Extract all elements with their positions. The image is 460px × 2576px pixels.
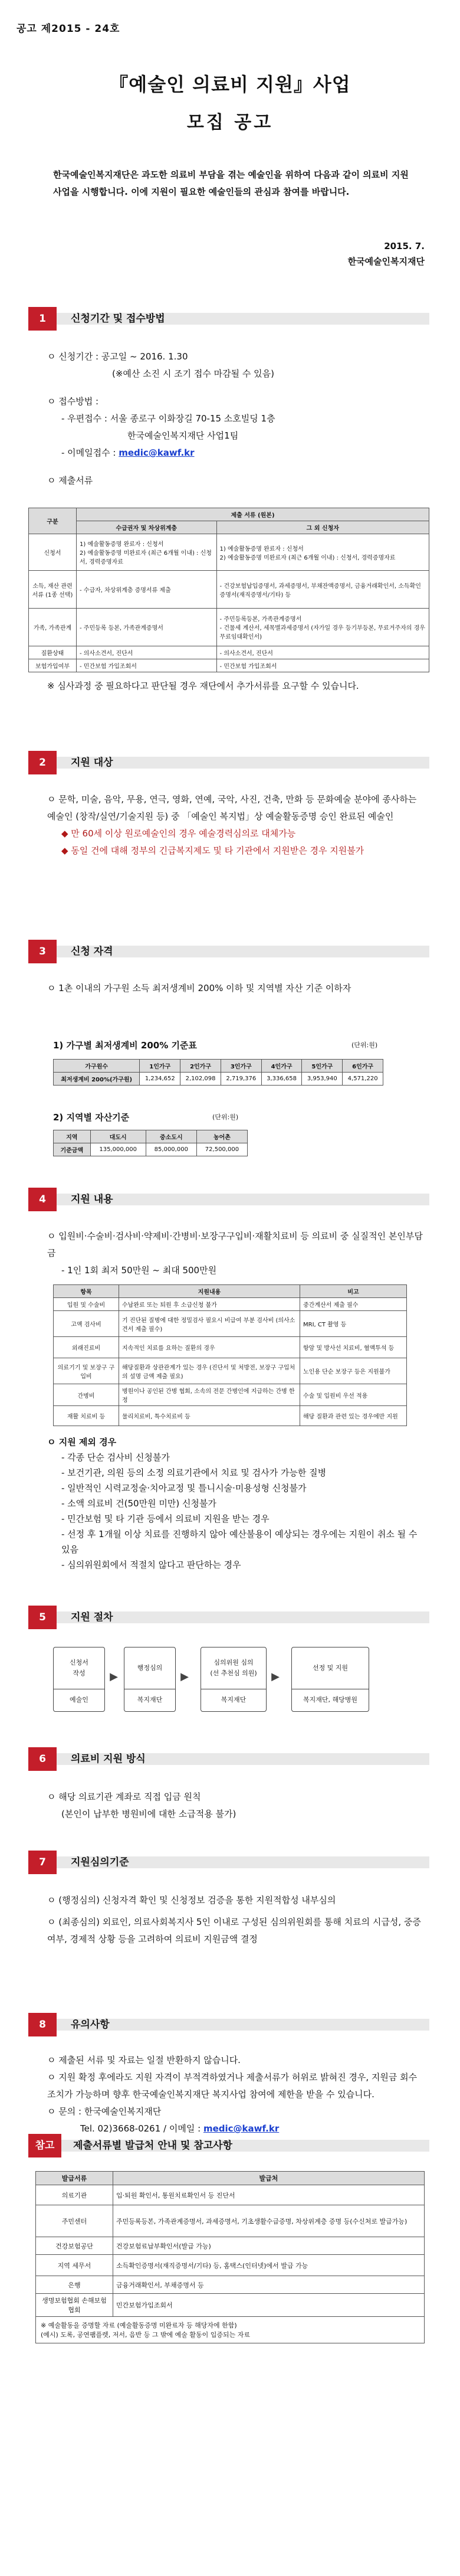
- payment-note: (본인이 납부한 병원비에 대한 소급적용 불가): [61, 1809, 236, 1819]
- th-cell: 4인가구: [261, 1060, 302, 1073]
- cell: 지역 세무서: [36, 2255, 113, 2276]
- step-label: 신청서 작성: [70, 1659, 88, 1677]
- th-cell: 발급서류: [36, 2172, 113, 2185]
- section-number: 3: [28, 940, 57, 963]
- th-cell: 6인가구: [343, 1060, 383, 1073]
- notes-cell: [36, 2317, 425, 2343]
- cell-key: 질환상태: [29, 646, 77, 659]
- email-link[interactable]: medic@kawf.kr: [119, 447, 195, 458]
- attachment-header: [28, 2134, 429, 2157]
- table-row: [54, 1406, 407, 1426]
- cell: 건강보험공단: [36, 2237, 113, 2255]
- attachment-title: 제출서류별 발급처 안내 및 참고사항: [73, 2140, 233, 2152]
- step-actor: 복지재단: [124, 1689, 175, 1711]
- section-title: 지원심의기준: [71, 1856, 129, 1868]
- target-bullet-1: ◆ 만 60세 이상 원로예술인의 경우 예술경력심의로 대체가능: [61, 828, 296, 839]
- exclusion-item: - 각종 단순 검사비 신청불가: [61, 1452, 170, 1463]
- section-title: 지원 내용: [71, 1194, 113, 1205]
- cell-b: 1) 예술활동증명 완료자 : 신청서 2) 예술활동증명 미완료자 (최근 6개월 이내) : 신청서, 경력증명자료: [216, 534, 429, 571]
- post-address-2: 한국예술인복지재단 사업1팀: [127, 430, 239, 441]
- caution-1: ㅇ 제출된 서류 및 자료는 일절 반환하지 않습니다.: [47, 2055, 241, 2065]
- support-limit: - 1인 1회 최저 50만원 ~ 최대 500만원: [61, 1265, 217, 1276]
- table-1-title: 1) 가구별 최저생계비 200% 기준표: [53, 1040, 197, 1051]
- th-cell: 2인가구: [180, 1060, 221, 1073]
- cell: MRI, CT 촬영 등: [300, 1311, 407, 1337]
- table-2-unit: (단위:원): [212, 1113, 239, 1121]
- section-title: 의료비 지원 방식: [71, 1753, 146, 1765]
- exclusion-item: - 선정 후 1개월 이상 치료를 진행하지 않아 예산불용이 예상되는 경우에는 지원이 취소 될 수 있음: [61, 1529, 418, 1555]
- cell-key: 가족, 가족관계: [29, 609, 77, 646]
- section-number: 8: [28, 2013, 57, 2036]
- section-header-8: [28, 2013, 429, 2036]
- cell: 입·퇴원 확인서, 통원치료확인서 등 진단서: [113, 2185, 425, 2205]
- value-cell: 3,953,940: [302, 1073, 343, 1086]
- exclusion-item: - 소액 의료비 건(50만원 미만) 신청불가: [61, 1498, 216, 1509]
- review-admin: ㅇ (행정심의) 신청자격 확인 및 신청정보 검증을 통한 지원적합성 내부심의: [47, 1895, 336, 1905]
- process-flow: [53, 1647, 407, 1730]
- contact-email-link[interactable]: medic@kawf.kr: [203, 2123, 280, 2134]
- support-text: ㅇ 입원비·수술비·검사비·약제비·간병비·보장구구입비·재활치료비 등 의료비 중 실질적인 본인부담금: [47, 1231, 423, 1258]
- table-row: [36, 2317, 425, 2343]
- table-row: [54, 1337, 407, 1358]
- docs-table: [28, 508, 429, 672]
- th-cell: 중소도시: [146, 1130, 196, 1143]
- th-cell: 항목: [54, 1285, 119, 1298]
- section-4-body: [47, 1228, 425, 1279]
- section-1-body: [47, 348, 425, 489]
- contact-org: ㅇ 문의 : 한국예술인복지재단: [47, 2106, 162, 2117]
- section-title: 신청 자격: [71, 946, 113, 957]
- asset-table: [53, 1130, 248, 1156]
- row-label: 최저생계비 200%(가구원): [54, 1073, 140, 1086]
- table-1-unit: (단위:원): [351, 1041, 378, 1049]
- table-row: [36, 2237, 425, 2255]
- post-address: - 우편접수 : 서울 종로구 이화장길 70-15 소호빌딩 1층: [61, 413, 275, 424]
- section-header-2: [28, 751, 429, 774]
- value-cell: 1,234,652: [140, 1073, 180, 1086]
- table-row: [54, 1073, 383, 1086]
- exclusion-item: - 보건기관, 의원 등의 소정 의료기관에서 치료 및 검사가 가능한 질병: [61, 1467, 327, 1478]
- section-bar: [57, 2019, 429, 2031]
- cell-a: - 의사소견서, 진단서: [77, 646, 217, 659]
- table-row: [54, 1143, 248, 1156]
- th-others: 그 외 신청자: [216, 521, 429, 534]
- cell: 의료기기 및 보장구 구입비: [54, 1358, 119, 1384]
- exclusion-item: - 심의위원회에서 적절치 않다고 판단하는 경우: [61, 1560, 241, 1570]
- page-title: 『예술인 의료비 지원』사업: [109, 73, 351, 96]
- arrow-right-icon: ▶: [110, 1671, 118, 1683]
- step-box: [291, 1647, 369, 1712]
- arrow-right-icon: ▶: [271, 1671, 280, 1683]
- table-row: [36, 2255, 425, 2276]
- th-cell: 대도시: [90, 1130, 146, 1143]
- table-row: [36, 2185, 425, 2205]
- apply-period: ㅇ 신청기간 : 공고일 ~ 2016. 1.30: [47, 351, 188, 362]
- cell-b: - 의사소견서, 진단서: [216, 646, 429, 659]
- cell: 중간계산서 제출 필수: [300, 1298, 407, 1311]
- cell-a: - 주민등록 등본, 가족관계증명서: [77, 609, 217, 646]
- cell: 고액 검사비: [54, 1311, 119, 1337]
- step-actor: 복지재단, 해당병원: [292, 1689, 369, 1711]
- contact-email-label: / 이메일 :: [163, 2123, 201, 2134]
- th-cell: 지원내용: [119, 1285, 300, 1298]
- section-header-1: [28, 307, 429, 331]
- table-row: [54, 1298, 407, 1311]
- target-bullet-2: ◆ 동일 건에 대해 정부의 긴급복지제도 및 타 기관에서 지원받은 경우 지원불가: [61, 845, 364, 856]
- cell-key: 소득, 재산 관련 서류 (1종 선택): [29, 571, 77, 609]
- th-cell: 1인가구: [140, 1060, 180, 1073]
- exclusion-item: - 일반적인 시력교정술·치아교정 및 틀니시술·미용성형 신청불가: [61, 1483, 307, 1493]
- section-number: 5: [28, 1606, 57, 1629]
- cell-key: 보험가입여부: [29, 659, 77, 672]
- table-row: [29, 571, 429, 609]
- cell: 물리치료비, 특수치료비 등: [119, 1406, 300, 1426]
- th-recipients: 수급권자 및 차상위계층: [77, 521, 217, 534]
- income-table: [53, 1059, 383, 1086]
- cell: 해당질환과 상관관계가 있는 경우 (진단서 및 처방전, 보장구 구입처의 설명 금액 제출 필요): [119, 1358, 300, 1384]
- cell: 건강보험료납부확인서(발급 가능): [113, 2237, 425, 2255]
- step-actor: 복지재단: [201, 1689, 266, 1711]
- section-header-4: [28, 1188, 429, 1211]
- table-row: [54, 1358, 407, 1384]
- cell: 지속적인 치료를 요하는 질환의 경우: [119, 1337, 300, 1358]
- cell-a: 1) 예술활동증명 완료자 : 신청서 2) 예술활동증명 미완료자 (최근 6개월 이내) : 신청서, 경력증명자료: [77, 534, 217, 571]
- cell: 외래진료비: [54, 1337, 119, 1358]
- th-cell: 가구원수: [54, 1060, 140, 1073]
- section-6-body: [47, 1789, 425, 1823]
- step-box: [124, 1647, 176, 1712]
- cell: 노인용 단순 보장구 등은 지원불가: [300, 1358, 407, 1384]
- review-final: ㅇ (최종심의) 외료인, 의료사회복지사 5인 이내로 구성된 심의위원회를 통해 치료의 시급성, 중증여부, 경제적 상황 등을 고려하여 의료비 지원금액 결정: [47, 1917, 421, 1944]
- cell: 소득확인증명서(재직증명서/기타) 등, 홈택스(인터넷)에서 발급 가능: [113, 2255, 425, 2276]
- cell-b: - 건강보험납입증명서, 과세증명서, 부채잔액증명서, 금융거래확인서, 소득확인증명서(재직증명서/기타) 등: [216, 571, 429, 609]
- cell: 간병비: [54, 1384, 119, 1406]
- section-number: 4: [28, 1188, 57, 1211]
- cell: 은행: [36, 2276, 113, 2294]
- value-cell: 3,336,658: [261, 1073, 302, 1086]
- apply-period-note: (※예산 소진 시 조기 접수 마감될 수 있음): [112, 368, 275, 379]
- section-header-3: [28, 940, 429, 963]
- intro-text: 한국예술인복지재단은 과도한 의료비 부담을 겪는 예술인을 위하여 다음과 같이 의료비 지원사업을 시행합니다. 이에 지원이 필요한 예술인들의 관심과 참여를 바랍니다.: [53, 169, 409, 197]
- th-main: 제출 서류 (원본): [77, 508, 429, 521]
- value-cell: 72,500,000: [196, 1143, 247, 1156]
- section-title: 지원 대상: [71, 757, 113, 769]
- cell: 수술 및 입원비 우선 적용: [300, 1384, 407, 1406]
- note-line: ※ 예술활동을 증명할 자료 (예술활동증명 미완료자 등 해당자에 한함): [41, 2322, 237, 2329]
- section-8-body: [47, 2052, 425, 2137]
- section-title: 지원 절차: [71, 1611, 113, 1623]
- docs-note: ※ 심사과정 중 필요하다고 판단될 경우 재단에서 추가서류를 요구할 수 있습니다.: [47, 681, 359, 691]
- email-label: - 이메일접수 :: [61, 447, 116, 458]
- payment-method: ㅇ 해당 의료기관 계좌로 직접 입금 원칙: [47, 1792, 201, 1802]
- step-label: 심의위원 심의 (선 추천심 의원): [210, 1659, 257, 1677]
- value-cell: 135,000,000: [90, 1143, 146, 1156]
- table-row: [36, 2294, 425, 2317]
- page-subtitle: 모집 공고: [186, 112, 274, 133]
- cell: 입원 및 수술비: [54, 1298, 119, 1311]
- section-2-body: [47, 791, 425, 859]
- table-2-title: 2) 지역별 자산기준: [53, 1112, 130, 1123]
- cell: 주민등록등본, 가족관계증명서, 과세증명서, 기초생활수급증명, 차상위계층 증명 등(수신처로 발급가능): [113, 2205, 425, 2237]
- cell: 항암 및 방사선 치료비, 혈액투석 등: [300, 1337, 407, 1358]
- cell: 금융거래확인서, 부채증명서 등: [113, 2276, 425, 2294]
- th-cell: 발급처: [113, 2172, 425, 2185]
- th-cell: 3인가구: [221, 1060, 261, 1073]
- cell: 병원이나 공인된 간병 협회, 소속의 전문 간병인에 지급하는 간병 한정: [119, 1384, 300, 1406]
- cell: 수납완료 또는 퇴원 후 소급신청 불가: [119, 1298, 300, 1311]
- table-row: [54, 1384, 407, 1406]
- email-line: [47, 444, 425, 462]
- organization-name: 한국예술인복지재단: [347, 256, 425, 267]
- section-header-6: [28, 1747, 429, 1771]
- table-row: [36, 2276, 425, 2294]
- th-cell: 비고: [300, 1285, 407, 1298]
- notice-date: 2015. 7.: [384, 241, 425, 251]
- step-actor: 예술인: [54, 1689, 104, 1711]
- exclusion-list: [47, 1434, 425, 1573]
- th-cell: 농어촌: [196, 1130, 247, 1143]
- section-number: 6: [28, 1747, 57, 1771]
- exclusion-item: - 민간보험 및 타 기관 등에서 의료비 지원을 받는 경우: [61, 1513, 270, 1524]
- section-title: 신청기간 및 접수방법: [71, 313, 165, 325]
- target-text: ㅇ 문학, 미술, 음악, 무용, 연극, 영화, 연예, 국악, 사진, 건축, 만화 등 문화예술 분야에 종사하는 예술인 (창작/실연/기술지원 등) 중 「예술인 복지법」상 예술활동증명 승인 완료된 예술인: [47, 794, 417, 822]
- attachment-label: 참고: [28, 2134, 61, 2157]
- section-7-body: [47, 1892, 425, 1948]
- th-cell: 5인가구: [302, 1060, 343, 1073]
- cell: 해당 질환과 관련 있는 경우에만 지원: [300, 1406, 407, 1426]
- cell: 의료기관: [36, 2185, 113, 2205]
- cell-a: - 수급자, 차상위계층 증명서류 제출: [77, 571, 217, 609]
- table-row: [29, 534, 429, 571]
- cell: 재활 치료비 등: [54, 1406, 119, 1426]
- th-cell: 지역: [54, 1130, 91, 1143]
- section-number: 7: [28, 1851, 57, 1874]
- section-header-7: [28, 1851, 429, 1874]
- arrow-right-icon: ▶: [180, 1671, 189, 1683]
- step-label: 선정 및 지원: [312, 1664, 349, 1672]
- cell-b: - 민간보험 가입조회서: [216, 659, 429, 672]
- apply-method: ㅇ 접수방법 :: [47, 396, 99, 407]
- th-division: 구분: [29, 508, 77, 534]
- exclusion-title: ㅇ 지원 제외 경우: [47, 1437, 117, 1447]
- section-3-body: ㅇ 1촌 이내의 가구원 소득 최저생계비 200% 이하 및 지역별 자산 기준 이하자: [47, 983, 351, 993]
- cell: 기 진단된 질병에 대한 정밀검사 필요시 비급여 부분 검사비 (의사소견서 제출 필수): [119, 1311, 300, 1337]
- value-cell: 2,102,098: [180, 1073, 221, 1086]
- table-row: [54, 1311, 407, 1337]
- table-row: [36, 2205, 425, 2237]
- section-header-5: [28, 1606, 429, 1629]
- value-cell: 85,000,000: [146, 1143, 196, 1156]
- value-cell: 4,571,220: [343, 1073, 383, 1086]
- table-row: [29, 609, 429, 646]
- value-cell: 2,719,376: [221, 1073, 261, 1086]
- signature-block: [348, 238, 425, 269]
- contact-phone: Tel. 02)3668-0261: [80, 2123, 161, 2134]
- section-title: 유의사항: [71, 2019, 110, 2031]
- cell: 주민센터: [36, 2205, 113, 2237]
- issuer-table: [35, 2171, 425, 2343]
- table-row: [29, 646, 429, 659]
- cell-a: - 민간보험 가입조회서: [77, 659, 217, 672]
- support-table: [53, 1284, 407, 1426]
- table-row: [29, 659, 429, 672]
- cell-key: 신청서: [29, 534, 77, 571]
- row-label: 기준금액: [54, 1143, 91, 1156]
- step-box: [53, 1647, 105, 1712]
- cell: 생명보험협회 손해보험협회: [36, 2294, 113, 2317]
- docs-heading: ㅇ 제출서류: [47, 475, 93, 486]
- note-line: (예시) 도록, 공연팸플렛, 저서, 음반 등 그 밖에 예술 활동이 입증되는 자료: [41, 2331, 251, 2339]
- caution-2: ㅇ 지원 확정 후에라도 지원 자격이 부적격하였거나 제출서류가 허위로 밝혀진 경우, 지원금 회수조치가 가능하며 향후 한국예술인복지재단 복지사업 참여에 제한을 받을 수 있습니다.: [47, 2072, 418, 2100]
- section-number: 2: [28, 751, 57, 774]
- section-number: 1: [28, 307, 57, 331]
- step-label: 행정심의: [137, 1664, 163, 1672]
- cell-b: - 주민등록등본, 가족관계증명서 - 건물세 계산서, 세목별과세증명서 (자가일 경우 등기부등본, 무료거주자의 경우 무료임대확인서): [216, 609, 429, 646]
- cell: 민간보험가입조회서: [113, 2294, 425, 2317]
- step-box: [201, 1647, 267, 1712]
- notice-number: 공고 제2015 - 24호: [17, 23, 120, 35]
